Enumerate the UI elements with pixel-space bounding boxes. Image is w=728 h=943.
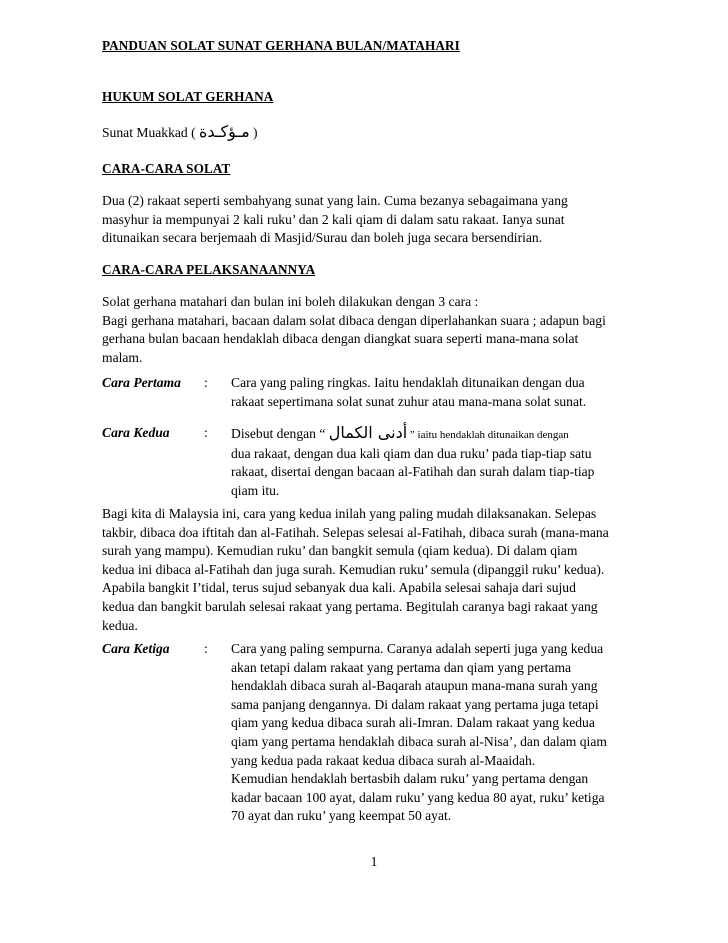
- document-title: PANDUAN SOLAT SUNAT GERHANA BULAN/MATAHARI: [102, 38, 460, 53]
- cara-kedua-after: ” iaitu hendaklah ditunaikan dengan: [407, 429, 569, 441]
- description-line: dua rakaat, dengan dua kali qiam dan dua ruku’ pada tiap-tiap satu: [231, 445, 592, 461]
- heading-pelaksanaan: CARA-CARA PELAKSANAANNYA: [102, 262, 316, 277]
- hukum-text-after: ): [249, 125, 258, 140]
- paragraph-line: kedua ini dibaca al-Fatihah dan juga surah. Kemudian ruku’ semula (dipanggil ruku’ kedua).: [102, 561, 605, 577]
- malaysia-paragraph: [102, 505, 642, 635]
- cara-ketiga-label: Cara Ketiga: [102, 641, 170, 656]
- paragraph-line: malam.: [102, 349, 143, 365]
- description-line: qiam yang pertama hendaklah dibaca surah al-Nisa’, dan dalam qiam: [231, 733, 607, 749]
- cara-kedua-label: Cara Kedua: [102, 425, 170, 440]
- paragraph-line: Solat gerhana matahari dan bulan ini boleh dilakukan dengan 3 cara :: [102, 294, 479, 309]
- description-line: rakaat, disertai dengan bacaan al-Fatihah dan surah dalam tiap-tiap: [231, 464, 595, 480]
- paragraph-line: gerhana bulan bacaan hendaklah dibaca dengan diangkat suara seperti mana-mana solat: [102, 331, 579, 347]
- cara-kedua-colon: :: [204, 425, 208, 440]
- cara-ketiga-colon: :: [204, 641, 208, 656]
- cara-pertama-label: Cara Pertama: [102, 375, 181, 390]
- cara-kedua-before: Disebut dengan “: [231, 426, 329, 441]
- paragraph-line: ditunaikan secara berjemaah di Masjid/Surau dan boleh juga secara bersendirian.: [102, 230, 543, 246]
- description-line: hendaklah dibaca surah al-Baqarah ataupun mana-mana surah yang: [231, 678, 598, 694]
- description-line: kadar bacaan 100 ayat, dalam ruku’ yang kedua 80 ayat, ruku’ ketiga: [231, 789, 605, 805]
- paragraph-line: Dua (2) rakaat seperti sembahyang sunat yang lain. Cuma bezanya sebagaimana yang: [102, 193, 568, 208]
- cara-kedua-description: [231, 424, 641, 500]
- paragraph-line: masyhur ia mempunyai 2 kali ruku’ dan 2 kali qiam di dalam satu rakaat. Ianya sunat: [102, 211, 565, 227]
- description-line-with-arabic: [231, 424, 641, 445]
- paragraph-line: kedua dan bangkit barulah selesai rakaat yang pertama. Begitulah caranya bagi rakaat yang: [102, 598, 598, 614]
- description-line: qiam itu.: [231, 482, 280, 498]
- cara-pertama-colon: :: [204, 375, 208, 390]
- paragraph-line: takbir, dibaca doa iftitah dan al-Fatihah. Selepas selesai al-Fatihah, dibaca surah (mana-mana: [102, 524, 609, 540]
- cara-solat-paragraph: [102, 192, 642, 248]
- description-line: sama panjang dengannya. Di dalam rakaat yang pertama juga tetapi: [231, 696, 599, 712]
- description-line: akan tetapi dalam rakaat yang pertama dan qiam yang pertama: [231, 659, 572, 675]
- paragraph-line: kedua.: [102, 617, 138, 633]
- pelaksanaan-paragraph: [102, 293, 642, 367]
- paragraph-line: Bagi gerhana matahari, bacaan dalam solat dibaca dengan diperlahankan suara ; adapun bagi: [102, 312, 606, 328]
- description-line: yang kedua pada rakaat kedua dibaca surah al-Maaidah.: [231, 752, 536, 768]
- hukum-text-before: Sunat Muakkad (: [102, 125, 200, 140]
- cara-ketiga-description: [231, 640, 641, 826]
- description-line: Kemudian hendaklah bertasbih dalam ruku’ yang pertama dengan: [231, 771, 589, 787]
- description-line: Cara yang paling sempurna. Caranya adalah seperti juga yang kedua: [231, 641, 604, 656]
- cara-pertama-description: [231, 374, 641, 411]
- description-line: qiam yang kedua dibaca surah ali-Imran. Dalam rakaat yang kedua: [231, 715, 595, 731]
- description-line: rakaat sepertimana solat sunat zuhur atau mana-mana solat sunat.: [231, 393, 587, 409]
- paragraph-line: Bagi kita di Malaysia ini, cara yang kedua inilah yang paling mudah dilaksanakan. Selepas: [102, 506, 597, 521]
- description-line: 70 ayat dan ruku’ yang keempat 50 ayat.: [231, 808, 452, 824]
- heading-cara-solat: CARA-CARA SOLAT: [102, 161, 231, 176]
- cara-kedua-arabic: أدنى الكمال: [328, 423, 408, 442]
- heading-hukum: HUKUM SOLAT GERHANA: [102, 89, 274, 104]
- hukum-arabic: مـؤكـدة: [199, 122, 250, 141]
- paragraph-line: surah yang mampu). Kemudian ruku’ dan bangkit semula (qiam kedua). Di dalam qiam: [102, 543, 578, 559]
- hukum-text: [102, 123, 258, 143]
- paragraph-line: Apabila bangkit I’tidal, terus sujud sebanyak dua kali. Apabila selesai sahaja dari sujud: [102, 580, 576, 596]
- page-number: 1: [370, 854, 378, 869]
- description-line: Cara yang paling ringkas. Iaitu hendaklah ditunaikan dengan dua: [231, 375, 585, 390]
